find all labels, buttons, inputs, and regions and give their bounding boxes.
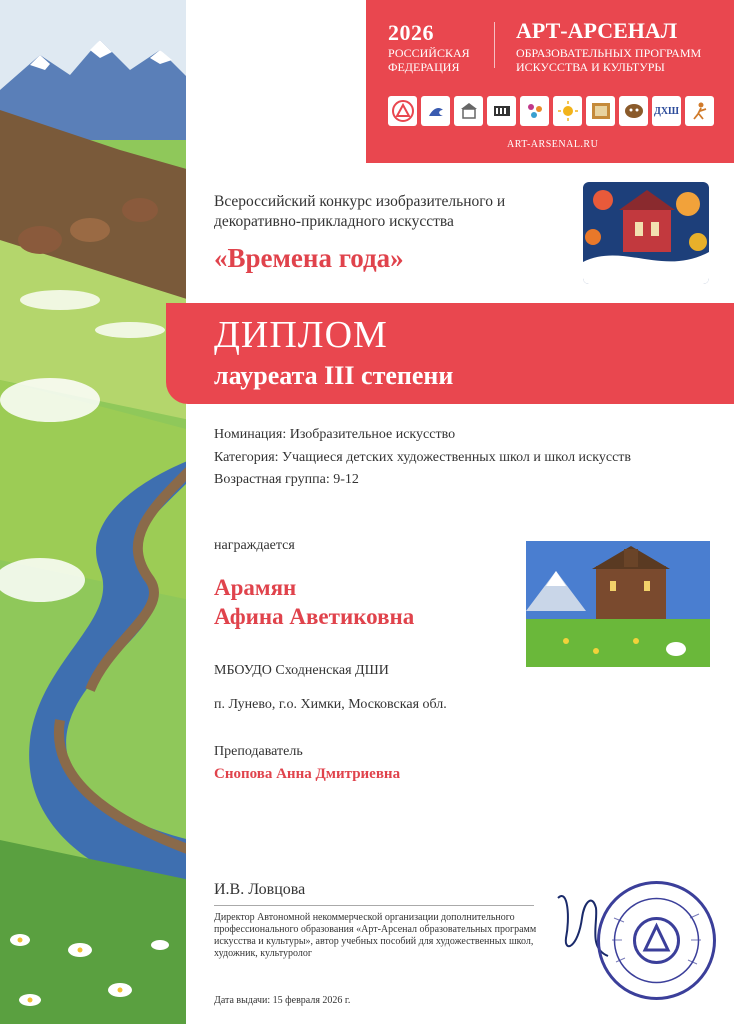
teacher-label: Преподаватель [214, 744, 303, 759]
gallery-emblem-icon [586, 96, 615, 126]
signatory-position: Директор Автономной некоммерческой организации дополнительного профессионального образования «Арт-Арсенал образовательных программ искусства и культуры», автор учебных пособий для художественных школ, художник, культуролог [214, 912, 537, 959]
header-brand-subtitle: ОБРАЗОВАТЕЛЬНЫХ ПРОГРАММ ИСКУССТВА И КУЛЬТУРЫ [516, 46, 702, 74]
header-website: ART-ARSENAL.RU [507, 139, 599, 150]
nomination: Номинация: Изобразительное искусство [214, 427, 456, 442]
awarded-label: награждается [214, 538, 295, 553]
theatre-mask-emblem-icon [619, 96, 648, 126]
sun-emblem-icon [553, 96, 582, 126]
spring-landscape-illustration [0, 0, 190, 1024]
dancers-emblem-icon [520, 96, 549, 126]
partner-logos [388, 96, 714, 126]
triangle-emblem-icon [388, 96, 417, 126]
diploma-degree: лауреата III степени [214, 361, 454, 390]
building-emblem-icon [454, 96, 483, 126]
organization-seal [594, 878, 719, 1003]
header-brand: АРТ-АРСЕНАЛ [516, 18, 678, 43]
issue-date: Дата выдачи: 15 февраля 2026 г. [214, 995, 351, 1006]
category: Категория: Учащиеся детских художественных школ и школ искусств [214, 450, 632, 465]
diploma-title: ДИПЛОМ [214, 314, 388, 356]
swan-emblem-icon [421, 96, 450, 126]
signatory-name: И.В. Ловцова [214, 881, 306, 898]
recipient-surname: Арамян [214, 575, 297, 600]
header-divider [494, 22, 495, 68]
recipient-school: МБОУДО Сходненская ДШИ [214, 663, 389, 678]
recipient-location: п. Лунево, г.о. Химки, Московская обл. [214, 697, 447, 712]
header-country: РОССИЙСКАЯ ФЕДЕРАЦИЯ [388, 46, 470, 74]
winter-church-illustration [583, 182, 709, 284]
signature-line [214, 905, 534, 906]
piano-emblem-icon [487, 96, 516, 126]
header-year: 2026 [388, 20, 434, 45]
teacher-name: Снопова Анна Дмитриевна [214, 766, 401, 782]
student-artwork-thumbnail [526, 541, 710, 667]
recipient-given-names: Афина Аветиковна [214, 604, 415, 629]
dancer-emblem-icon [685, 96, 714, 126]
contest-description: Всероссийский конкурс изобразительного и декоративно-прикладного искусства [214, 193, 506, 230]
dhsh-emblem-icon: ДХШ [652, 96, 681, 126]
age-group: Возрастная группа: 9-12 [214, 472, 359, 487]
contest-title: «Времена года» [214, 243, 404, 273]
